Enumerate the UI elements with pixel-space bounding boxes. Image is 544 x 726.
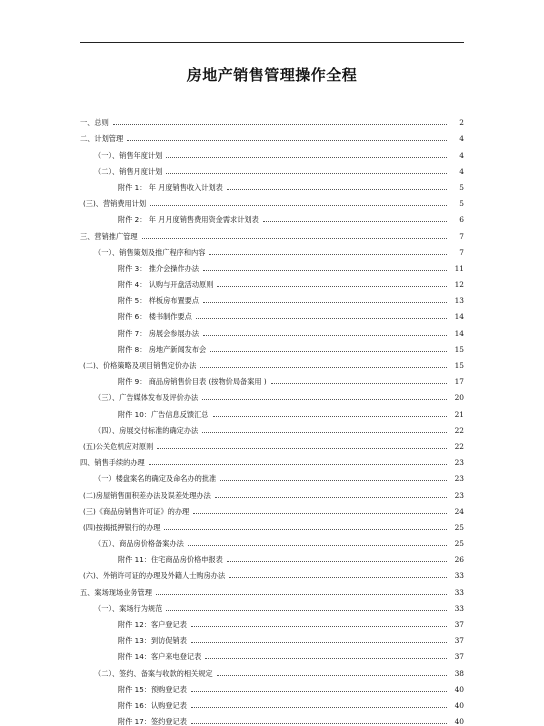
toc-entry[interactable] — [80, 435, 464, 451]
toc-entry[interactable] — [80, 629, 464, 645]
toc-entry-page: 22 — [454, 441, 464, 451]
toc-entry-label: 附件 14：客户来电登记表 — [118, 652, 202, 662]
toc-entry[interactable] — [80, 160, 464, 176]
toc-entry-page: 33 — [454, 587, 464, 597]
toc-entry[interactable] — [80, 467, 464, 483]
toc-leader-dots — [166, 157, 447, 158]
toc-entry-page: 4 — [459, 166, 464, 176]
toc-entry[interactable] — [80, 678, 464, 694]
toc-entry-page: 17 — [454, 377, 464, 387]
toc-entry-label: 附件 5： 样板房布置要点 — [118, 296, 200, 306]
toc-entry-page: 33 — [454, 603, 464, 613]
toc-entry-page: 12 — [454, 280, 464, 290]
toc-entry-page: 26 — [454, 555, 464, 565]
toc-entry-label: 附件 1： 年 月度销售收入计划表 — [118, 182, 223, 192]
toc-leader-dots — [166, 173, 447, 174]
toc-entry[interactable] — [80, 500, 464, 516]
toc-entry-page: 33 — [454, 571, 464, 581]
toc-entry-label: 五、案场现场业务管理 — [80, 587, 152, 597]
toc-entry-page: 22 — [454, 425, 464, 435]
toc-entry-page: 21 — [454, 409, 464, 419]
toc-entry-page: 7 — [459, 247, 464, 257]
toc-entry-label: (二)、价格策略及项目销售定价办法 — [83, 361, 197, 370]
toc-leader-dots — [156, 594, 447, 595]
toc-entry-label: （五）、商品房价格备案办法 — [94, 539, 184, 549]
toc-entry[interactable] — [80, 451, 464, 467]
toc-entry-page: 37 — [454, 620, 464, 629]
toc-entry-label: 附件 7： 房展会参展办法 — [118, 328, 200, 338]
header-rule — [80, 42, 464, 43]
toc-entry-label: (三)、营销费用计划 — [83, 199, 147, 209]
toc-entry[interactable] — [80, 694, 464, 710]
toc-entry-label: (四)按揭抵押银行的办理 — [83, 522, 161, 532]
toc-entry-page: 40 — [454, 717, 464, 726]
toc-entry-label: 附件 4： 认购与开盘活动原则 — [118, 280, 214, 290]
toc-entry[interactable] — [80, 516, 464, 532]
toc-entry-page: 15 — [454, 361, 464, 370]
toc-leader-dots — [213, 416, 448, 417]
toc-entry-page: 2 — [459, 118, 464, 128]
toc-entry-page: 5 — [459, 199, 464, 209]
toc-leader-dots — [227, 561, 447, 562]
toc-leader-dots — [142, 238, 447, 239]
toc-entry-label: （一）楼盘案名的确定及命名办的批准 — [94, 474, 217, 484]
toc-leader-dots — [193, 513, 447, 514]
toc-entry[interactable] — [80, 710, 464, 726]
toc-entry-page: 23 — [454, 490, 464, 500]
toc-entry-page: 20 — [454, 393, 464, 403]
toc-entry-page: 40 — [454, 700, 464, 710]
toc-entry-page: 40 — [454, 684, 464, 694]
toc-entry[interactable] — [80, 257, 464, 273]
toc-leader-dots — [164, 529, 447, 530]
toc-entry-page: 13 — [454, 296, 464, 306]
toc-entry-label: 一、总则 — [80, 118, 109, 128]
toc-entry-page: 6 — [459, 215, 464, 225]
toc-leader-dots — [202, 399, 447, 400]
toc-entry[interactable] — [80, 419, 464, 435]
toc-entry-page: 24 — [454, 506, 464, 516]
toc-entry[interactable] — [80, 338, 464, 354]
toc-entry-page: 15 — [454, 344, 464, 354]
toc-entry[interactable] — [80, 564, 464, 580]
toc-entry-page: 14 — [454, 312, 464, 322]
toc-leader-dots — [202, 432, 447, 433]
toc-entry-label: (三)《商品房销售许可证》的办理 — [83, 506, 190, 516]
toc-entry[interactable] — [80, 613, 464, 629]
toc-leader-dots — [191, 642, 447, 643]
toc-leader-dots — [149, 464, 447, 465]
toc-entry-label: 附件 8： 房地产新闻发布会 — [118, 344, 207, 354]
toc-entry[interactable] — [80, 532, 464, 548]
table-of-contents — [80, 111, 464, 726]
toc-entry[interactable] — [80, 127, 464, 143]
toc-entry-label: 附件 15：预购登记表 — [118, 684, 187, 694]
toc-entry-page: 11 — [454, 263, 464, 273]
toc-entry-label: (二)房屋销售面积差办法及误差处理办法 — [83, 490, 211, 500]
toc-leader-dots — [217, 286, 447, 287]
toc-entry[interactable] — [80, 289, 464, 305]
toc-entry-label: （一）、销售年度计划 — [94, 150, 163, 160]
toc-entry-label: 二、计划管理 — [80, 134, 124, 144]
toc-leader-dots — [271, 383, 447, 384]
toc-leader-dots — [209, 254, 447, 255]
toc-entry[interactable] — [80, 176, 464, 192]
toc-entry-label: 四、销售手续的办理 — [80, 458, 145, 468]
toc-entry-label: 附件 11：住宅商品房价格申报表 — [118, 555, 223, 565]
toc-leader-dots — [210, 351, 447, 352]
toc-entry-page: 4 — [459, 134, 464, 144]
toc-entry-page: 37 — [454, 652, 464, 662]
toc-entry-label: （四）、房展交付标准的确定办法 — [94, 425, 199, 435]
toc-entry-label: 附件 12：客户登记表 — [118, 620, 187, 629]
toc-entry[interactable] — [80, 402, 464, 418]
toc-entry-page: 23 — [454, 458, 464, 468]
toc-entry[interactable] — [80, 192, 464, 208]
toc-entry-label: 三、营销推广管理 — [80, 231, 138, 241]
toc-entry-page: 7 — [459, 231, 464, 241]
toc-leader-dots — [263, 221, 447, 222]
toc-leader-dots — [220, 480, 447, 481]
toc-entry[interactable] — [80, 580, 464, 596]
document-title: 房地产销售管理操作全程 — [186, 66, 358, 84]
toc-leader-dots — [157, 448, 447, 449]
toc-entry-label: 附件 13：到访促销表 — [118, 636, 187, 646]
toc-entry-page: 38 — [454, 668, 464, 678]
toc-leader-dots — [191, 626, 447, 627]
toc-entry[interactable] — [80, 597, 464, 613]
toc-entry-label: 附件 17：签约登记表 — [118, 717, 187, 726]
toc-entry-page: 14 — [454, 328, 464, 338]
toc-leader-dots — [113, 124, 447, 125]
toc-entry-label: （二）、销售月度计划 — [94, 166, 163, 176]
toc-entry-label: 附件 2： 年 月月度销售费用资金需求计划表 — [118, 215, 259, 225]
toc-entry[interactable] — [80, 224, 464, 240]
toc-entry[interactable] — [80, 305, 464, 321]
toc-entry-label: （二）、签约、备案与收款的相关规定 — [94, 668, 213, 678]
toc-leader-dots — [205, 658, 447, 659]
toc-entry-page: 5 — [459, 182, 464, 192]
toc-entry[interactable] — [80, 273, 464, 289]
toc-entry[interactable] — [80, 661, 464, 677]
toc-leader-dots — [203, 302, 447, 303]
toc-leader-dots — [150, 205, 447, 206]
toc-entry[interactable] — [80, 370, 464, 386]
toc-entry-label: （一）、销售策划及推广程序和内容 — [94, 247, 206, 257]
toc-leader-dots — [191, 707, 447, 708]
toc-entry[interactable] — [80, 111, 464, 127]
toc-leader-dots — [166, 610, 447, 611]
toc-leader-dots — [203, 270, 447, 271]
toc-leader-dots — [229, 577, 447, 578]
toc-entry[interactable] — [80, 241, 464, 257]
toc-entry[interactable] — [80, 321, 464, 337]
toc-entry-label: 附件 6： 楼书制作要点 — [118, 312, 192, 322]
toc-entry[interactable] — [80, 386, 464, 402]
toc-leader-dots — [227, 189, 447, 190]
toc-entry-page: 25 — [454, 539, 464, 549]
toc-entry-label: 附件 3： 推介会操作办法 — [118, 263, 200, 273]
toc-leader-dots — [203, 335, 447, 336]
toc-leader-dots — [191, 691, 447, 692]
toc-entry[interactable] — [80, 483, 464, 499]
toc-leader-dots — [188, 545, 447, 546]
toc-entry-page: 37 — [454, 636, 464, 646]
toc-entry-label: （三）、广告媒体发布及评价办法 — [94, 393, 199, 403]
toc-entry-page: 23 — [454, 474, 464, 484]
toc-entry[interactable] — [80, 143, 464, 159]
toc-entry[interactable] — [80, 354, 464, 370]
toc-leader-dots — [200, 367, 447, 368]
toc-entry-page: 4 — [459, 150, 464, 160]
toc-entry-label: (五)公关危机应对原则 — [83, 441, 154, 451]
toc-entry-label: (六)、外销许可证的办理及外籍人士购房办法 — [83, 571, 226, 581]
toc-leader-dots — [217, 675, 447, 676]
toc-entry-label: （一）、案场行为规范 — [94, 603, 163, 613]
toc-entry-label: 附件 16：认购登记表 — [118, 700, 187, 710]
toc-entry[interactable] — [80, 548, 464, 564]
toc-leader-dots — [196, 318, 447, 319]
toc-entry-page: 25 — [454, 522, 464, 532]
toc-leader-dots — [215, 497, 447, 498]
toc-entry-label: 附件 9： 商品房销售价目表 (按物价局备案用 ) — [118, 377, 267, 387]
toc-entry[interactable] — [80, 645, 464, 661]
toc-entry[interactable] — [80, 208, 464, 224]
toc-leader-dots — [191, 723, 447, 724]
toc-entry-label: 附件 10：广告信息反馈汇总 — [118, 409, 209, 419]
toc-leader-dots — [127, 140, 447, 141]
